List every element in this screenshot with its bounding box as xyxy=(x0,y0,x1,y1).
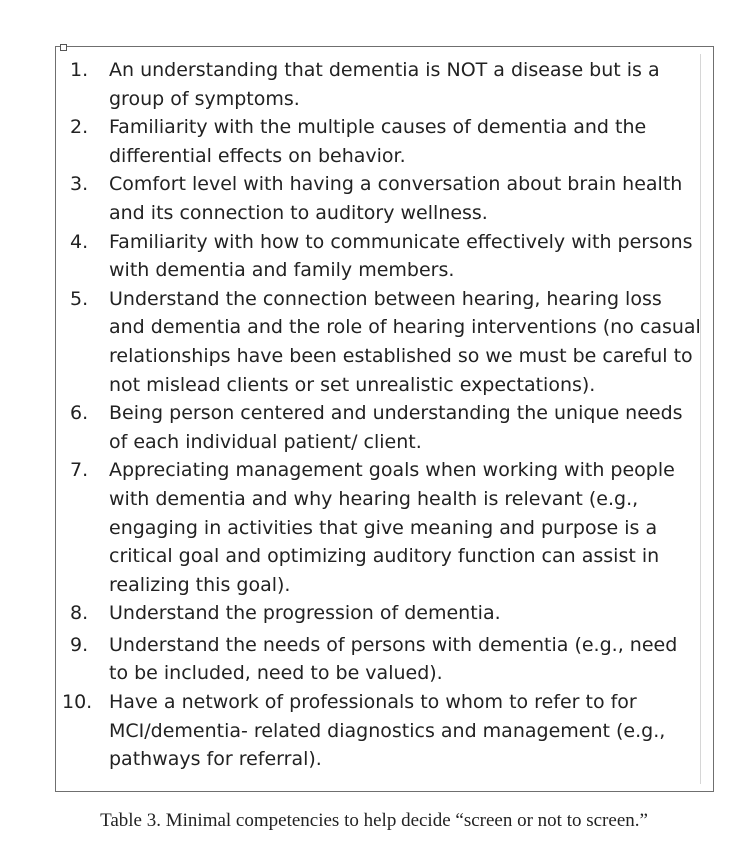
list-item-number: 10. xyxy=(62,691,93,714)
list-item-text: An understanding that dementia is NOT a disease but is a group of symptoms. xyxy=(109,59,660,110)
list-item-text: Understand the needs of persons with dementia (e.g., need to be included, need to be valued). xyxy=(109,633,678,685)
competency-list xyxy=(62,56,702,774)
list-item-text: Familiarity with the multiple causes of dementia and the differential effects on behavior. xyxy=(109,116,647,167)
list-item-number: 8. xyxy=(70,602,89,625)
list-item xyxy=(62,599,702,628)
list-item xyxy=(62,631,702,688)
list-item-text: Being person centered and understanding the unique needs of each individual patient/ client. xyxy=(109,402,683,453)
list-item-number: 2. xyxy=(70,116,89,139)
list-item xyxy=(62,285,702,399)
list-item xyxy=(62,56,702,113)
list-item-text: Comfort level with having a conversation about brain health and its connection to auditory wellness. xyxy=(109,173,683,224)
list-item xyxy=(62,688,702,774)
list-item-text: Have a network of professionals to whom to refer to for MCI/dementia- related diagnostics and management (e.g., pathways for referral). xyxy=(109,691,666,771)
list-item-number: 9. xyxy=(70,633,89,656)
list-item xyxy=(62,399,702,456)
list-item-number: 3. xyxy=(70,173,89,196)
list-item xyxy=(62,170,702,227)
list-item-number: 5. xyxy=(70,287,89,310)
list-item-text: Understand the connection between hearing, hearing loss and dementia and the role of hearing interventions (no casual relationships have been established so we must be careful to not mislead clients or set unrealistic expectations). xyxy=(109,287,701,396)
list-item-number: 1. xyxy=(70,59,89,81)
table-caption: Table 3. Minimal competencies to help decide “screen or not to screen.” xyxy=(100,810,648,831)
list-item-number: 4. xyxy=(70,230,89,253)
table-move-handle[interactable] xyxy=(60,44,67,51)
list-item-text: Familiarity with how to communicate effectively with persons with dementia and family members. xyxy=(109,230,693,282)
list-item-number: 6. xyxy=(70,402,89,425)
list-item-text: Understand the progression of dementia. xyxy=(109,602,501,625)
list-item xyxy=(62,228,702,285)
list-item-text: Appreciating management goals when working with people with dementia and why hearing health is relevant (e.g., engaging in activities that give meaning and purpose is a critical goal and optimizing auditory function can assist in realizing this goal). xyxy=(109,459,675,596)
list-item-number: 7. xyxy=(70,459,89,482)
list-item xyxy=(62,113,702,170)
list-item xyxy=(62,456,702,599)
